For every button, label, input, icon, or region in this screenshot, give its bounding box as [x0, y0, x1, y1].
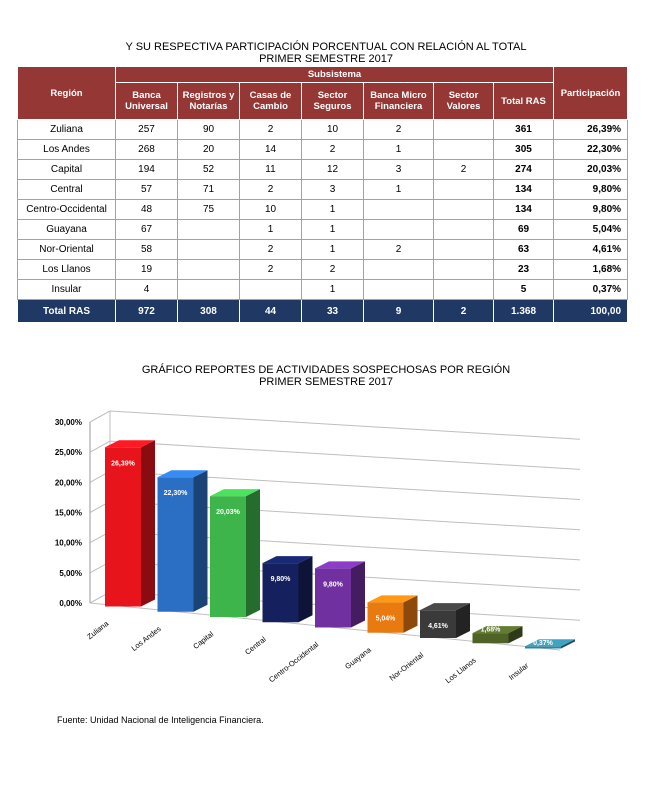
table-cell-ss: 1 — [302, 220, 364, 240]
total-cell-cc: 44 — [240, 300, 302, 323]
header-banca-universal: Banca Universal — [116, 83, 178, 120]
y-tick-label: 5,00% — [59, 568, 82, 578]
table-cell-sv — [434, 200, 494, 220]
table-cell-rn: 52 — [178, 160, 240, 180]
table-cell-cc: 10 — [240, 200, 302, 220]
header-banca-micro: Banca Micro Financiera — [364, 83, 434, 120]
table-cell-total: 69 — [494, 220, 554, 240]
table-row — [18, 220, 628, 240]
category-label: Centro-Occidental — [267, 639, 321, 685]
table-cell-ss: 10 — [302, 120, 364, 140]
category-label: Zuliana — [85, 618, 111, 642]
table-cell-sv — [434, 120, 494, 140]
table-cell-part: 20,03% — [554, 160, 628, 180]
table-cell-bm: 2 — [364, 120, 434, 140]
table-cell-rn — [178, 220, 240, 240]
header-sector-valores: Sector Valores — [434, 83, 494, 120]
header-participacion: Participación — [554, 67, 628, 120]
table-cell-region: Guayana — [18, 220, 116, 240]
table-title-line1: Y SU RESPECTIVA PARTICIPACIÓN PORCENTUAL CON RELACIÓN AL TOTAL — [125, 41, 527, 53]
table-cell-cc: 1 — [240, 220, 302, 240]
table-cell-total: 134 — [494, 200, 554, 220]
table-cell-bu: 48 — [116, 200, 178, 220]
bar-value-label: 5,04% — [375, 615, 396, 623]
ras-table — [17, 66, 628, 323]
bar — [158, 477, 194, 612]
table-cell-region: Central — [18, 180, 116, 200]
table-cell-rn — [178, 260, 240, 280]
category-label: Insular — [506, 660, 531, 682]
table-cell-cc: 14 — [240, 140, 302, 160]
category-label: Nor-Oriental — [387, 650, 426, 683]
bar-value-label: 26,39% — [111, 460, 135, 468]
table-cell-total: 305 — [494, 140, 554, 160]
table-cell-cc: 2 — [240, 180, 302, 200]
table-cell-bm — [364, 260, 434, 280]
bar — [315, 568, 351, 627]
bar-side — [194, 470, 208, 612]
table-cell-sv: 2 — [434, 160, 494, 180]
table-cell-region: Insular — [18, 280, 116, 300]
bar — [473, 633, 509, 643]
y-tick-label: 25,00% — [54, 448, 82, 458]
bar-side — [141, 440, 155, 606]
gridline — [110, 411, 580, 439]
bar-value-label: 0,37% — [533, 639, 553, 647]
table-cell-total: 23 — [494, 260, 554, 280]
y-tick-label: 0,00% — [59, 599, 82, 608]
category-label: Guayana — [343, 645, 373, 672]
bar-value-label: 1,68% — [480, 626, 501, 634]
table-cell-part: 0,37% — [554, 280, 628, 300]
header-total-ras: Total RAS — [494, 83, 554, 120]
table-cell-ss: 3 — [302, 180, 364, 200]
table-row — [18, 140, 628, 160]
header-region: Región — [18, 67, 116, 120]
total-cell-ss: 33 — [302, 300, 364, 323]
bar — [105, 447, 141, 606]
table-body — [18, 120, 628, 323]
table-cell-bm — [364, 220, 434, 240]
table-cell-sv — [434, 220, 494, 240]
table-cell-part: 26,39% — [554, 120, 628, 140]
table-row — [18, 280, 628, 300]
table-cell-bm: 1 — [364, 180, 434, 200]
source-note: Fuente: Unidad Nacional de Inteligencia Financiera. — [57, 715, 264, 725]
total-cell-total: 1.368 — [494, 300, 554, 323]
bar-chart — [0, 400, 652, 700]
table-cell-region: Capital — [18, 160, 116, 180]
table-cell-ss: 1 — [302, 280, 364, 300]
y-tick-label: 20,00% — [54, 478, 82, 488]
chart-title-line2: PRIMER SEMESTRE 2017 — [259, 376, 393, 388]
total-cell-rn: 308 — [178, 300, 240, 323]
table-cell-region: Centro-Occidental — [18, 200, 116, 220]
table-cell-cc: 11 — [240, 160, 302, 180]
table-total-row — [18, 300, 628, 323]
table-cell-part: 5,04% — [554, 220, 628, 240]
table-cell-bm — [364, 280, 434, 300]
table-cell-bm: 2 — [364, 240, 434, 260]
table-cell-total: 63 — [494, 240, 554, 260]
table-cell-region: Zuliana — [18, 120, 116, 140]
table-cell-region: Los Llanos — [18, 260, 116, 280]
category-label: Central — [243, 634, 268, 657]
table-title-line2: PRIMER SEMESTRE 2017 — [259, 53, 393, 65]
bar-value-label: 9,80% — [270, 576, 291, 584]
header-casas-cambio: Casas de Cambio — [240, 83, 302, 120]
total-cell-bu: 972 — [116, 300, 178, 323]
table-cell-part: 4,61% — [554, 240, 628, 260]
table-cell-bu: 67 — [116, 220, 178, 240]
y-tick-label: 30,00% — [54, 418, 82, 427]
table-cell-ss: 2 — [302, 140, 364, 160]
bar-side — [246, 489, 260, 617]
table-row — [18, 260, 628, 280]
table-cell-sv — [434, 240, 494, 260]
table-cell-ss: 1 — [302, 240, 364, 260]
table-cell-ss: 12 — [302, 160, 364, 180]
gridline-depth — [90, 411, 110, 422]
table-cell-bm: 1 — [364, 140, 434, 160]
table-cell-bu: 57 — [116, 180, 178, 200]
table-cell-part: 22,30% — [554, 140, 628, 160]
table-cell-rn: 71 — [178, 180, 240, 200]
table-cell-sv — [434, 280, 494, 300]
category-label: Capital — [191, 629, 216, 651]
table-cell-rn: 20 — [178, 140, 240, 160]
category-label: Los Llanos — [443, 655, 478, 686]
total-cell-bm: 9 — [364, 300, 434, 323]
chart-title-line1: GRÁFICO REPORTES DE ACTIVIDADES SOSPECHOSAS POR REGIÓN — [141, 364, 511, 376]
total-cell-part: 100,00 — [554, 300, 628, 323]
gridline — [110, 441, 580, 469]
table-cell-cc: 2 — [240, 240, 302, 260]
table-cell-sv — [434, 140, 494, 160]
bar — [263, 563, 299, 622]
table-cell-rn — [178, 240, 240, 260]
table-row — [18, 180, 628, 200]
table-cell-bu: 257 — [116, 120, 178, 140]
y-tick-label: 15,00% — [54, 508, 82, 518]
y-tick-label: 10,00% — [54, 538, 82, 548]
table-cell-part: 9,80% — [554, 180, 628, 200]
bar-side — [351, 561, 365, 627]
table-cell-total: 361 — [494, 120, 554, 140]
table-cell-ss: 2 — [302, 260, 364, 280]
table-cell-bu: 4 — [116, 280, 178, 300]
total-cell-region: Total RAS — [18, 300, 116, 323]
total-cell-sv: 2 — [434, 300, 494, 323]
table-cell-cc — [240, 280, 302, 300]
table-cell-total: 134 — [494, 180, 554, 200]
table-cell-rn: 90 — [178, 120, 240, 140]
table-row — [18, 240, 628, 260]
table-cell-total: 5 — [494, 280, 554, 300]
table-cell-part: 9,80% — [554, 200, 628, 220]
table-cell-rn: 75 — [178, 200, 240, 220]
table-cell-region: Nor-Oriental — [18, 240, 116, 260]
table-cell-bm: 3 — [364, 160, 434, 180]
table-cell-bu: 268 — [116, 140, 178, 160]
table-cell-cc: 2 — [240, 120, 302, 140]
table-cell-sv — [434, 260, 494, 280]
table-cell-cc: 2 — [240, 260, 302, 280]
category-label: Los Andes — [129, 624, 163, 653]
header-registros-notarias: Registros y Notarías — [178, 83, 240, 120]
header-sector-seguros: Sector Seguros — [302, 83, 364, 120]
table-cell-ss: 1 — [302, 200, 364, 220]
table-cell-sv — [434, 180, 494, 200]
table-cell-bu: 19 — [116, 260, 178, 280]
table-cell-bm — [364, 200, 434, 220]
table-cell-rn — [178, 280, 240, 300]
table-cell-bu: 58 — [116, 240, 178, 260]
table-cell-total: 274 — [494, 160, 554, 180]
bar-value-label: 4,61% — [428, 623, 448, 631]
table-row — [18, 200, 628, 220]
table-row — [18, 160, 628, 180]
bar-value-label: 9,80% — [323, 581, 343, 589]
bar-side — [299, 556, 313, 622]
header-subsistema: Subsistema — [116, 67, 554, 83]
bar-value-label: 22,30% — [163, 490, 188, 498]
table-cell-region: Los Andes — [18, 140, 116, 160]
table-cell-part: 1,68% — [554, 260, 628, 280]
table-cell-bu: 194 — [116, 160, 178, 180]
table-row — [18, 120, 628, 140]
bar-value-label: 20,03% — [216, 509, 240, 517]
